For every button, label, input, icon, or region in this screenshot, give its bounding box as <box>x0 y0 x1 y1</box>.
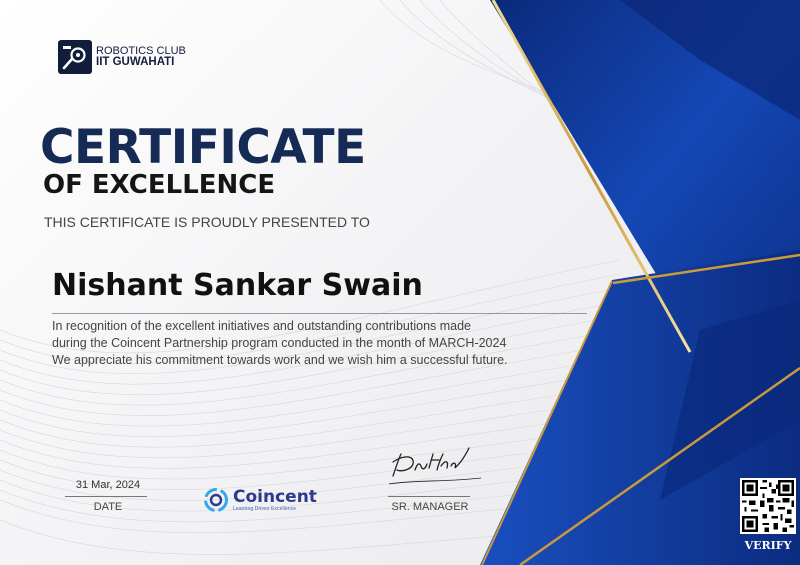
date-value: 31 Mar, 2024 <box>75 479 141 491</box>
manager-line <box>388 496 470 497</box>
partner-tagline: Learning Drives Excellence <box>233 506 297 512</box>
manager-signature <box>385 440 485 496</box>
partner-logo <box>203 487 317 513</box>
presented-to-text: THIS CERTIFICATE IS PROUDLY PRESENTED TO <box>44 214 370 230</box>
club-name-line2: IIT GUWAHATI <box>96 56 175 68</box>
body-line: We appreciate his commitment towards work and we wish him a successful future. <box>52 353 508 367</box>
verify-label[interactable]: VERIFY <box>744 539 792 552</box>
recipient-name: Nishant Sankar Swain <box>52 268 423 303</box>
club-name <box>96 46 186 68</box>
certificate-body <box>52 318 612 369</box>
recipient-underline <box>52 313 587 314</box>
club-name-line1: ROBOTICS CLUB <box>96 45 186 57</box>
partner-text <box>233 488 317 512</box>
body-line: In recognition of the excellent initiatives and outstanding contributions made <box>52 319 472 333</box>
club-logo <box>58 40 186 74</box>
robotics-club-logo-icon <box>58 40 92 74</box>
date-label: DATE <box>93 501 123 513</box>
date-line <box>65 496 147 497</box>
certificate-subtitle: OF EXCELLENCE <box>43 170 276 200</box>
partner-name: Coincent <box>233 487 317 507</box>
body-line: during the Coincent Partnership program conducted in the month of MARCH-2024 <box>52 336 507 350</box>
coincent-logo-icon <box>203 487 229 513</box>
qr-code[interactable] <box>740 478 796 534</box>
certificate-title: CERTIFICATE <box>40 120 366 175</box>
manager-label: SR. MANAGER <box>391 501 469 513</box>
